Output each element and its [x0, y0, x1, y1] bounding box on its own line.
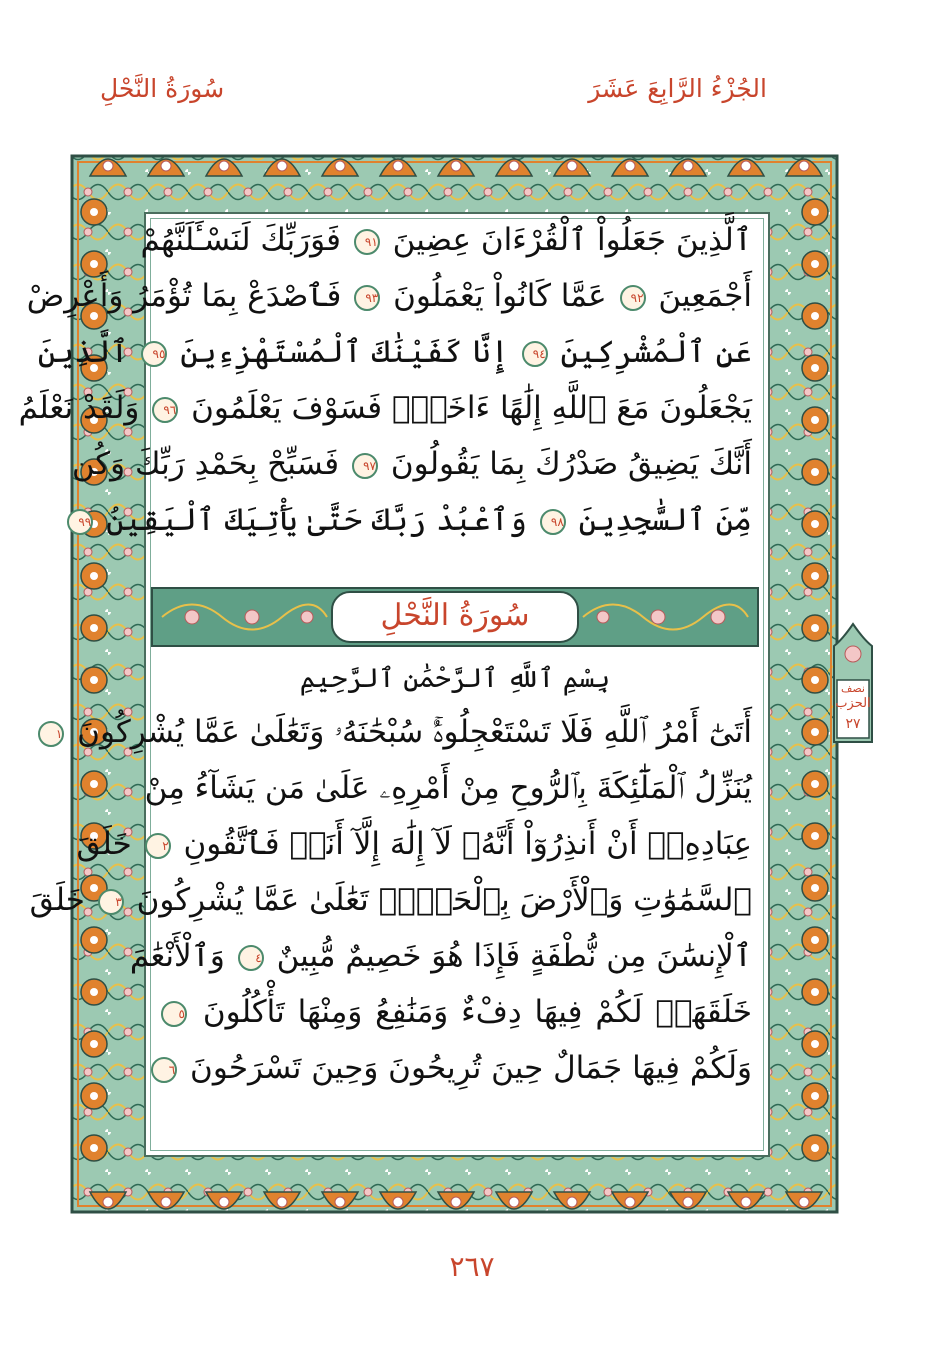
ayah-number-marker: ٩٦	[152, 397, 178, 423]
frame-flower	[683, 1197, 693, 1207]
hizb-number: ٢٧	[845, 716, 861, 732]
verse-line: ٱلَّذِينَ جَعَلُواْ ٱلْقُرْءَانَ عِضِينَ ٩١ فَوَرَبِّكَ لَنَسْـَٔلَنَّهُمْ	[140, 222, 752, 258]
frame-flower	[683, 161, 693, 171]
ayah-number-marker: ١	[38, 721, 64, 747]
frame-flower	[799, 161, 809, 171]
frame-flower	[811, 832, 819, 840]
verse-line: وَلَكُمْ فِيهَا جَمَالٌ حِينَ تُرِيحُونَ وَحِينَ تَسْرَحُونَ ٦	[158, 1040, 752, 1096]
ayah-number-marker: ٣	[98, 889, 124, 915]
frame-flower	[90, 780, 98, 788]
frame-flower	[161, 1197, 171, 1207]
frame-flower	[90, 572, 98, 580]
frame-flower	[90, 208, 98, 216]
verse-line: خَلَقَهَاۗ لَكُمْ فِيهَا دِفْءٌ وَمَنَٰفِعُ وَمِنْهَا تَأْكُلُونَ ٥	[158, 984, 752, 1040]
surah-header: سُورَةُ النَّحْلِ	[100, 74, 225, 103]
ayah-number-marker: ٢	[145, 833, 171, 859]
ayah-number-marker: ٩٤	[522, 341, 548, 367]
frame-flower	[811, 416, 819, 424]
frame-flower	[335, 161, 345, 171]
verse-line: عَنِ ٱلْمُشْرِكِينَ ٩٤ إِنَّا كَفَيْنَٰكَ ٱلْمُسْتَهْزِءِينَ ٩٥ ٱلَّذِينَ	[37, 334, 752, 370]
frame-flower	[393, 161, 403, 171]
verse-line: يُنَزِّلُ ٱلْمَلَٰٓئِكَةَ بِٱلرُّوحِ مِنْ أَمْرِهِۦ عَلَىٰ مَن يَشَآءُ مِنْ	[144, 770, 752, 806]
frame-flower	[509, 1197, 519, 1207]
frame-flower	[811, 988, 819, 996]
frame-flower	[103, 1197, 113, 1207]
juz-header: الجُزْءُ الرَّابِعَ عَشَرَ	[588, 74, 767, 103]
ayah-number-marker: ٩١	[354, 229, 380, 255]
bismillah: بِسْمِ ٱللَّهِ ٱلرَّحْمَٰنِ ٱلرَّحِيمِ	[299, 663, 611, 694]
frame-flower	[811, 624, 819, 632]
verse-line: ٱلْإِنسَٰنَ مِن نُّطْفَةٍ فَإِذَا هُوَ خَصِيمٌ مُّبِينٌ ٤ وَٱلْأَنْعَٰمَ	[129, 938, 752, 974]
frame-flower	[393, 1197, 403, 1207]
frame-flower	[567, 161, 577, 171]
frame-flower	[811, 572, 819, 580]
frame-flower	[811, 260, 819, 268]
frame-flower	[741, 161, 751, 171]
frame-flower	[811, 312, 819, 320]
frame-flower	[811, 936, 819, 944]
frame-flower	[277, 161, 287, 171]
page-number: ٢٦٧	[449, 1250, 495, 1283]
frame-flower	[509, 161, 519, 171]
frame-flower	[219, 161, 229, 171]
frame-flower	[625, 161, 635, 171]
frame-flower	[90, 936, 98, 944]
frame-flower	[90, 988, 98, 996]
frame-flower	[811, 1144, 819, 1152]
ayah-number-marker: ٩٩	[67, 509, 93, 535]
surah-band-title: سُورَةُ النَّحْلِ	[380, 598, 530, 633]
frame-flower	[811, 364, 819, 372]
hizb-label-2: الحزب	[835, 696, 871, 711]
ayah-number-marker: ٩٢	[620, 285, 646, 311]
verse-line: ٱلسَّمَٰوَٰتِ وَٱلْأَرْضَ بِٱلْحَقِّۚ تَعَٰلَىٰ عَمَّا يُشْرِكُونَ ٣ خَلَقَ	[29, 882, 752, 918]
frame-flower	[741, 1197, 751, 1207]
ayah-number-marker: ٩٣	[354, 285, 380, 311]
frame-flower	[277, 1197, 287, 1207]
frame-flower	[451, 161, 461, 171]
frame-flower	[103, 161, 113, 171]
ayah-number-marker: ٩٨	[540, 509, 566, 535]
verse-line: عِبَادِهِۦٓ أَنْ أَنذِرُوٓاْ أَنَّهُۥ لَآ إِلَٰهَ إِلَّآ أَنَا۠ فَٱتَّقُونِ ٢ خَلَقَ	[76, 826, 752, 862]
ayah-number-marker: ٦	[151, 1057, 177, 1083]
frame-flower	[811, 780, 819, 788]
frame-flower	[90, 624, 98, 632]
verse-line: أَتَىٰٓ أَمْرُ ٱللَّهِ فَلَا تَسْتَعْجِلُوهُۚ سُبْحَٰنَهُۥ وَتَعَٰلَىٰ عَمَّا يُشْرِكُونَ ١	[158, 704, 752, 760]
frame-flower	[567, 1197, 577, 1207]
verse-line: أَنَّكَ يَضِيقُ صَدْرُكَ بِمَا يَقُولُونَ ٩٧ فَسَبِّحْ بِحَمْدِ رَبِّكَ وَكُن	[71, 446, 752, 482]
frame-flower	[811, 728, 819, 736]
hizb-label-1: نصف	[841, 682, 865, 695]
frame-flower	[451, 1197, 461, 1207]
ayah-number-marker: ٩٧	[352, 453, 378, 479]
ayah-number-marker: ٩٥	[141, 341, 167, 367]
verse-line: أَجْمَعِينَ ٩٢ عَمَّا كَانُواْ يَعْمَلُونَ ٩٣ فَٱصْدَعْ بِمَا تُؤْمَرُ وَأَعْرِضْ	[26, 278, 752, 314]
frame-flower	[625, 1197, 635, 1207]
frame-flower	[799, 1197, 809, 1207]
frame-flower	[811, 468, 819, 476]
frame-flower	[90, 1092, 98, 1100]
frame-flower	[811, 884, 819, 892]
verse-line: مِّنَ ٱلسَّٰجِدِينَ ٩٨ وَٱعْبُدْ رَبَّكَ حَتَّىٰ يَأْتِيَكَ ٱلْيَقِينُ ٩٩	[158, 492, 752, 548]
ayah-number-marker: ٤	[238, 945, 264, 971]
frame-flower	[90, 260, 98, 268]
frame-flower	[811, 1040, 819, 1048]
frame-flower	[811, 1092, 819, 1100]
ayah-number-marker: ٥	[161, 1001, 187, 1027]
frame-flower	[219, 1197, 229, 1207]
verse-line: يَجْعَلُونَ مَعَ ٱللَّهِ إِلَٰهًا ءَاخَرَۚ فَسَوْفَ يَعْلَمُونَ ٩٦ وَلَقَدْ نَعْلَمُ	[18, 390, 752, 426]
frame-flower	[811, 208, 819, 216]
frame-flower	[335, 1197, 345, 1207]
frame-flower	[90, 1040, 98, 1048]
frame-flower	[90, 1144, 98, 1152]
frame-flower	[811, 520, 819, 528]
frame-flower	[161, 161, 171, 171]
frame-flower	[811, 676, 819, 684]
frame-flower	[90, 676, 98, 684]
